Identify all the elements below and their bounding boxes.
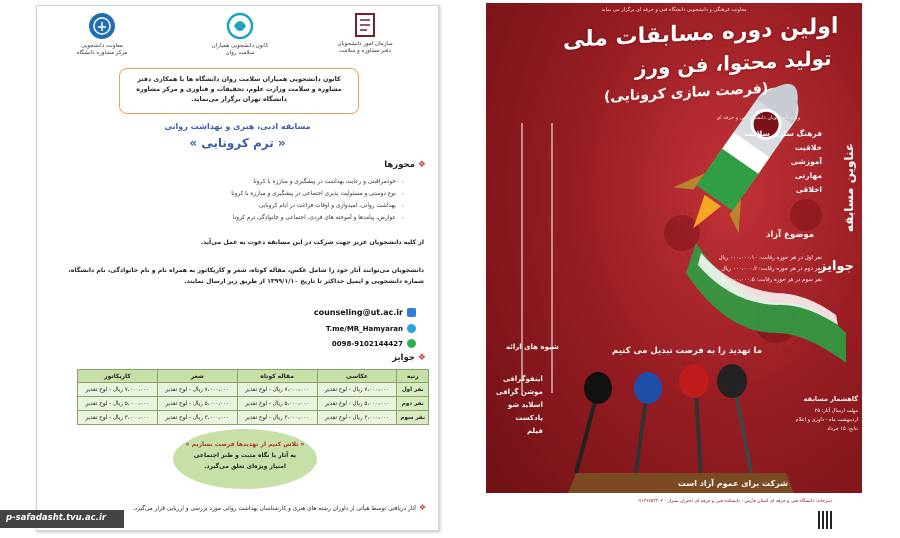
competition-title: مسابقه ادبی، هنری و بهداشت روانی <box>164 122 311 131</box>
slogan-oval <box>173 429 317 489</box>
poster-prizes-list <box>712 253 822 286</box>
contact-telegram <box>326 324 416 333</box>
university-line1: معاونت دانشجویی <box>81 43 123 49</box>
poster-slogan: ما تهدید را به فرصت تبدیل می کنیم <box>612 346 762 356</box>
method-label: شیوه های ارائه <box>506 343 559 351</box>
oval-line2: به آثار با نگاه مثبت و طنز اجتماعی <box>193 452 297 459</box>
list-item: اینفوگرافی <box>503 375 543 383</box>
table-cell: نفر سوم <box>397 411 429 425</box>
university-seal-icon <box>88 12 116 40</box>
hamyaran-emblem-icon <box>226 12 254 40</box>
table-cell: ۳،۰۰۰،۰۰۰ ریال - لوح تقدیر <box>237 411 317 425</box>
phone-number: 0098-9102144427 <box>331 339 403 348</box>
table-cell: ۳،۰۰۰،۰۰۰ ریال - لوح تقدیر <box>317 411 397 425</box>
prizes-heading-text: جوایز <box>392 353 415 363</box>
telegram-icon <box>407 324 416 333</box>
university-logo <box>67 12 137 57</box>
table-header-cell: کاریکاتور <box>78 370 158 383</box>
student-affairs-line1: سازمان امور دانشجویان <box>337 41 393 47</box>
table-row <box>78 411 429 425</box>
whatsapp-icon <box>407 339 416 348</box>
content-production-poster <box>486 3 862 534</box>
table-cell: ۷،۰۰۰،۰۰۰ ریال - لوح تقدیر <box>157 383 237 397</box>
table-cell: ۳،۰۰۰،۰۰۰ ریال - لوح تقدیر <box>78 411 158 425</box>
poster-title-line1: اولین دوره مسابقات ملی <box>562 13 838 54</box>
microphone-icon <box>717 364 751 473</box>
subjects-list <box>744 127 822 197</box>
table-row <box>78 397 429 411</box>
table-row <box>78 383 429 397</box>
microphone-icon <box>679 364 709 473</box>
hamyaran-line1: کانون دانشجویی همیاران <box>211 43 269 49</box>
table-cell: نفر دوم <box>397 397 429 411</box>
table-cell: نفر اول <box>397 383 429 397</box>
contact-email <box>314 308 416 317</box>
competition-subtitle: « ترم کرونایی » <box>189 136 286 150</box>
telegram-link: T.me/MR_Hamyaran <box>325 324 403 333</box>
table-cell: ۵،۰۰۰،۰۰۰ ریال - لوح تقدیر <box>157 397 237 411</box>
list-item: - خودمراقبتی و رعایت بهداشت در پیشگیری و مبارزه با کرونا <box>104 176 404 188</box>
list-item: پادکست <box>515 414 543 422</box>
oval-line1: « تلاش کنیم از تهدیدها فرصت بسازیم » <box>185 441 305 448</box>
list-item: آموزشی <box>790 157 822 166</box>
table-cell: ۷،۰۰۰،۰۰۰ ریال - لوح تقدیر <box>317 383 397 397</box>
mental-health-poster <box>36 5 439 531</box>
poster-small-note: ویژه دانشجویان دانشگاه فنی و حرفه ای <box>716 115 800 121</box>
student-affairs-emblem-icon <box>354 12 376 38</box>
poster-prizes-label: جوایز <box>819 259 854 274</box>
invite-text: از کلیه دانشجویان عزیز جهت شرکت در این مسابقه دعوت به عمل می‌آید. <box>200 239 424 246</box>
star-bullet-icon: ❖ <box>417 160 426 170</box>
free-topic: موضوع آزاد <box>766 230 814 240</box>
table-cell: ۵،۰۰۰،۰۰۰ ریال - لوح تقدیر <box>317 397 397 411</box>
hamyaran-line2: سلامت روان <box>225 50 255 56</box>
star-bullet-icon: ❖ <box>418 503 426 512</box>
microphone-icon <box>576 372 612 473</box>
poster-footer-text: دبیرخانه: دانشگاه فنی و حرفه ای استان فارس - دانشکده فنی و حرفه ای دختران شیراز - ۰۷۱۳۶۲۵۳۳۰۲ <box>636 499 832 504</box>
list-item: - عوارض، پیامدها و آموخته های فردی، اجتماعی و خانوادگی ترم کرونا <box>104 212 404 224</box>
axes-heading <box>384 160 426 170</box>
email-address: counseling@ut.ac.ir <box>313 308 403 317</box>
hamyaran-logo <box>205 12 275 57</box>
deadline-label: گاهشمار مسابقه <box>803 395 858 403</box>
methods-list <box>496 373 543 438</box>
axes-list <box>104 176 404 224</box>
list-item: نفر اول در هر حوزه رقابت: ۰۰۰،۰۰۰،۱۰ ریال <box>718 255 822 261</box>
list-item: نفر سوم در هر حوزه رقابت: ۰۰۰،۰۰۰،۵ ریال <box>718 277 822 283</box>
university-line2: مرکز مشاوره دانشگاه <box>76 50 128 56</box>
poster-title-line2: تولید محتوا، فن ورز <box>635 45 832 81</box>
table-header-row <box>78 370 429 383</box>
table-cell: ۳،۰۰۰،۰۰۰ ریال - لوح تقدیر <box>157 411 237 425</box>
table-header-cell: مقاله کوتاه <box>237 370 317 383</box>
deadline-text: مهلت ارسال آثار: ۲۵ اردیبهشت ماه - داوری و اعلام نتایج: ۱۵ خرداد <box>795 408 858 432</box>
participation-note: شرکت برای عموم آزاد است <box>677 479 788 488</box>
poster-title-line3: (فرصت سازی کرونایی) <box>603 80 768 106</box>
axes-heading-text: محورها <box>384 160 415 170</box>
list-item: - بهداشت روانی، امیدواری و اوقات فراغت در ایام کرونایی <box>104 200 404 212</box>
subjects-label: عناوین مسابقه <box>842 143 856 233</box>
table-cell: ۷،۰۰۰،۰۰۰ ریال - لوح تقدیر <box>78 383 158 397</box>
list-item: مهارتی <box>794 171 822 180</box>
student-affairs-line2: دفتر مشاوره و سلامت <box>339 48 391 54</box>
logo-row <box>37 12 438 70</box>
list-item: نفر دوم در هر حوزه رقابت: ۰۰۰،۰۰۰،۷ ریال <box>721 266 822 272</box>
oval-line3: امتیاز ویژه‌ای تعلق می‌گیرد. <box>204 463 286 470</box>
table-header-cell: رتبه <box>397 370 429 383</box>
table-cell: ۵،۰۰۰،۰۰۰ ریال - لوح تقدیر <box>237 397 317 411</box>
virus-icon <box>786 195 826 235</box>
list-item: - نوع دوستی و مسئولیت پذیری اجتماعی در پیشگیری و مبارزه با کرونا <box>104 188 404 200</box>
intro-box: کانون دانشجویی همیاران سلامت روان دانشگاه ها با همکاری دفتر مشاوره و سلامت وزارت علوم، تحقیقات و فناوری و مرکز مشاوره دانشگاه تهران برگزار می‌نماید. <box>119 68 359 114</box>
submission-text: دانشجویان می‌توانند آثار خود را شامل عکس، مقاله کوتاه، شعر و کاریکاتور به همراه نام و نام خانوادگی، نام دانشگاه، شماره دانشجویی و ایمیل حداکثر تا تاریخ ۱۳۹۹/۱/۱۰ از طریق زیر ارسال نمایند. <box>68 267 424 285</box>
list-item: خلاقیت <box>794 143 822 152</box>
poster-top-line: معاونت فرهنگی و دانشجویی دانشگاه فنی و حرفه ای برگزار می نماید <box>601 7 747 13</box>
prizes-heading <box>392 353 426 363</box>
footer-note-text: آثار دریافتی توسط هیأتی از داوران رشته های هنری و کارشناسان بهداشت روانی مورد بررسی و ارزیابی قرار می‌گیرد. <box>132 506 416 512</box>
contact-phone <box>332 339 416 348</box>
prize-table <box>77 369 429 425</box>
microphone-icon <box>634 372 662 473</box>
footer-note <box>133 503 426 512</box>
email-icon <box>407 308 416 317</box>
list-item: فرهنگ سازی سلامت <box>744 129 822 138</box>
list-item: اسلاید شو <box>507 401 543 409</box>
table-header-cell: شعر <box>157 370 237 383</box>
url-badge: p-safadasht.tvu.ac.ir <box>0 510 124 528</box>
list-item: اخلاقی <box>795 185 822 194</box>
table-cell: ۷،۰۰۰،۰۰۰ ریال - لوح تقدیر <box>237 383 317 397</box>
star-bullet-icon: ❖ <box>417 353 426 363</box>
student-affairs-logo <box>320 12 410 55</box>
table-cell: ۵،۰۰۰،۰۰۰ ریال - لوح تقدیر <box>78 397 158 411</box>
list-item: موشن گرافی <box>496 388 543 396</box>
list-item: فیلم <box>527 427 543 435</box>
qr-code-icon <box>814 509 836 531</box>
table-header-cell: عکاسی <box>317 370 397 383</box>
